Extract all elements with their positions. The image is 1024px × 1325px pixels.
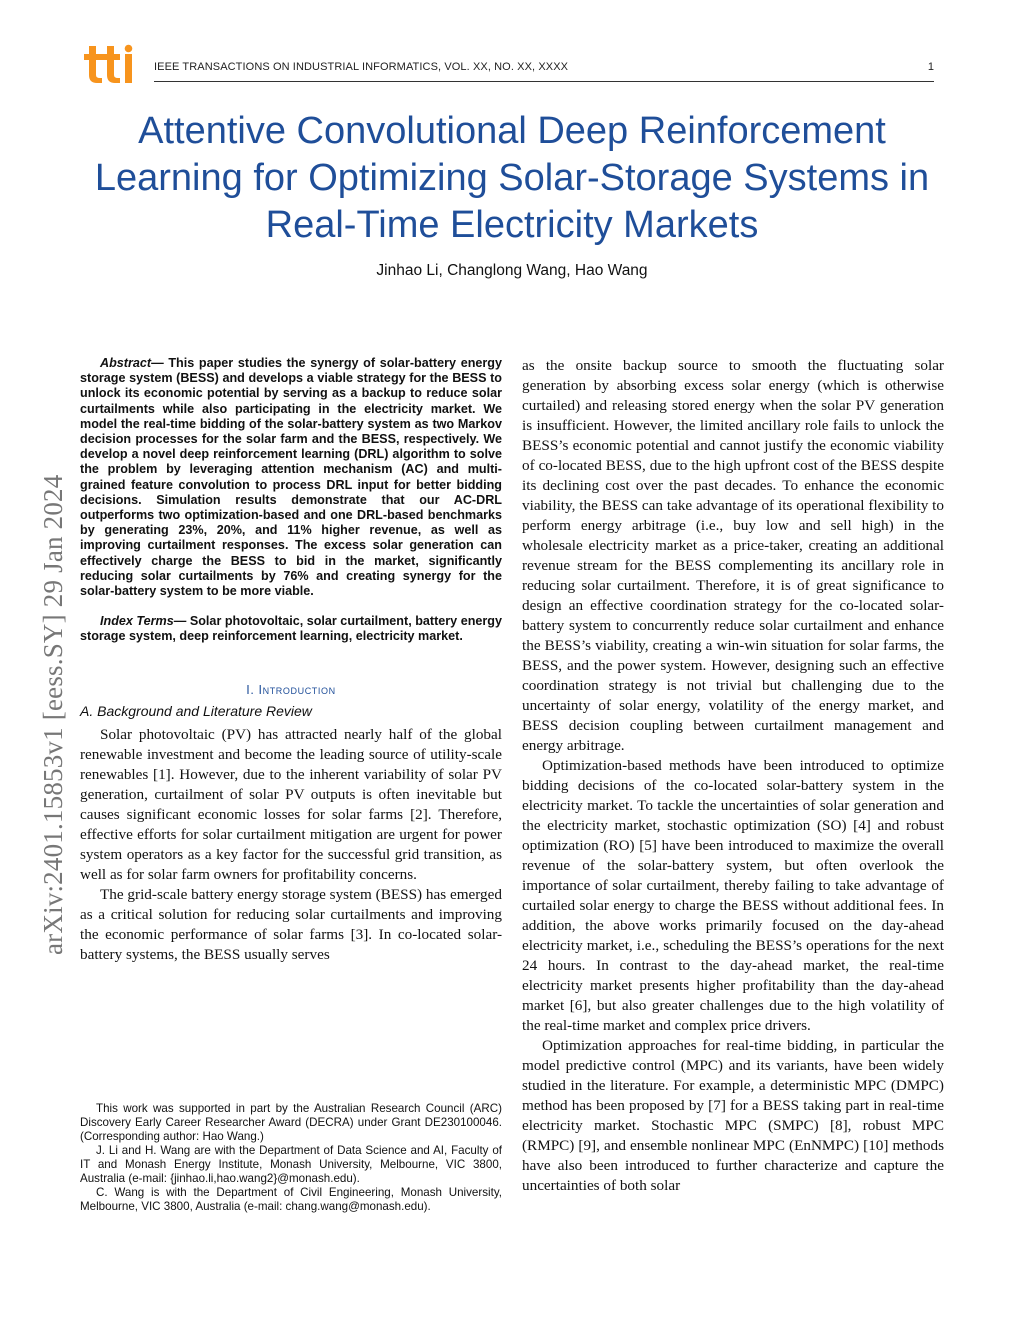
footnote-funding: This work was supported in part by the Australian Research Council (ARC) Discovery Early Career Researcher Award (DECRA) under Grant DE230100046. (Corresponding author: Hao Wang.) (80, 1102, 502, 1143)
body-paragraph: Optimization approaches for real-time bidding, in particular the model predictive control (MPC) and its variants, have been widely studied in the literature. For example, a deterministic MPC (DMPC) method has been proposed by [7] for a BESS taking part in real-time electricity market. Stochastic MPC (SMPC) [8], robust MPC (RMPC) [9], and ensemble nonlinear MPC (EnNMPC) [10] methods have also been introduced to further characterize and capture the uncertainties of both solar (522, 1037, 944, 1194)
subsection-heading: A. Background and Literature Review (80, 702, 312, 719)
abstract: Abstract— This paper studies the synergy of solar-battery energy storage system (BESS) and develops a viable strategy for the BESS to unlock its economic potential by serving as a backup to reduce solar curtailments while also participating in the electricity market. We model the real-time bidding of the solar-battery system as two Markov decision processes for the solar farm and the BESS, respectively. We develop a novel deep reinforcement learning (DRL) algorithm to solve the problem by leveraging attention mechanism (AC) and multi-grained feature convolution to process DRL input for better bidding decisions. Simulation results demonstrate that our AC-DRL outperforms two optimization-based and one DRL-based benchmarks by generating 23%, 20%, and 11% higher revenue, as well as improving curtailment responses. The excess solar generation can effectively charge the BESS to bid in the market, significantly reducing solar curtailments by 76% and creating synergy for the solar-battery system to be more viable. (80, 356, 502, 599)
left-column (80, 356, 502, 965)
page-number: 1 (927, 61, 934, 73)
running-header (80, 44, 934, 84)
journal-header: IEEE TRANSACTIONS ON INDUSTRIAL INFORMATICS, VOL. XX, NO. XX, XXXX (154, 61, 569, 73)
section-heading (80, 683, 502, 697)
author-list: Jinhao Li, Changlong Wang, Hao Wang (376, 262, 648, 279)
index-terms-text: Solar photovoltaic, solar curtailment, battery energy storage system, deep reinforcement learning, electricity market. (80, 614, 502, 644)
ieee-ies-logo (80, 44, 142, 84)
footnote-affiliation: J. Li and H. Wang are with the Department of Data Science and AI, Faculty of IT and Monash Energy Institute, Monash University, Melbourne, VIC 3800, Australia (e-mail: {jinhao.li,hao.wang2}@monash.edu). (80, 1144, 502, 1185)
paper-title: Attentive Convolutional Deep Reinforcement Learning for Optimizing Solar-Storage Systems in Real-Time Electricity Markets (94, 110, 930, 246)
body-paragraph: The grid-scale battery energy storage system (BESS) has emerged as a critical solution for reducing solar curtailments and improving the economic performance of solar farms [3]. In co-located solar-battery systems, the BESS usually serves (80, 885, 502, 963)
arxiv-stamp: arXiv:2401.15853v1 [eess.SY] 29 Jan 2024 (38, 474, 68, 955)
section-numeral: I. (246, 682, 255, 697)
index-terms-label: Index Terms (100, 614, 174, 629)
footnotes (80, 1102, 502, 1214)
right-column (522, 356, 944, 1196)
body-paragraph: Solar photovoltaic (PV) has attracted nearly half of the global renewable investment and become the leading source of utility-scale renewables [1]. However, due to the inherent variability of solar PV generation, curtailment of solar PV outputs is often inevitable but causes significant economic losses for solar farms [2]. Therefore, effective efforts for solar curtailment mitigation are urgent for power system operators as a key factor for the successful grid transition, as well as for solar farm owners for profitability concerns. (80, 725, 502, 883)
body-paragraph: Optimization-based methods have been introduced to optimize bidding decisions of the co-located solar-battery system in the electricity market. To tackle the uncertainties of solar generation and the electricity market, stochastic optimization (SO) [4] and robust optimization (RO) [5] have been introduced to maximize the overall revenue of the solar-battery system, but often overlook the importance of solar curtailment, thereby failing to take advantage of curtailed solar energy to charge the BESS without additional fees. In addition, the above works primarily focused on the day-ahead electricity market, i.e., scheduling the BESS’s operations for the next 24 hours. In contrast to the day-ahead market, the real-time electricity market presents higher profitability than the day-ahead market [6], but also greater challenges due to the high volatility of the real-time market and complex price drivers. (522, 757, 944, 1034)
body-paragraph: as the onsite backup source to smooth the fluctuating solar generation by absorbing excess solar energy (which is otherwise curtailed) and releasing stored energy when the solar PV generation is insufficient. However, the limited ancillary role fails to unlock the BESS’s economic potential and cannot justify the economic viability of co-located BESS, due to the high upfront cost of the BESS despite its declining cost over the past decades. To enhance the economic viability, the BESS can take advantage of its operational flexibility to perform energy arbitrage (i.e., buy low and sell high) in the wholesale electricity market as a price-taker, creating an additional revenue stream for the BESS complementing its ancillary role in reducing solar curtailment. Therefore, it is of great significance to design an effective coordination strategy for the co-located solar-battery system to concurrently reduce solar curtailment and enhance the BESS’s viability, creating a win-win situation for solar farms, the BESS, and the power system. However, designing such an effective coordination strategy is not trivial but challenging due to the uncertainty of solar energy, volatility of the energy market, and BESS decision coupling between curtailment management and energy arbitrage. (522, 357, 944, 754)
abstract-text: This paper studies the synergy of solar-battery energy storage system (BESS) and develops a viable strategy for the BESS to unlock its economic potential by serving as a backup to reduce solar curtailments while also participating in the electricity market. We model the real-time bidding of the solar-battery system as two Markov decision processes for the solar farm and the BESS, respectively. We develop a novel deep reinforcement learning (DRL) algorithm to solve the problem by leveraging attention mechanism (AC) and multi-grained feature convolution to process DRL input for better bidding decisions. Simulation results demonstrate that our AC-DRL outperforms two optimization-based and one DRL-based benchmarks by generating 23%, 20%, and 11% higher revenue, as well as improving curtailment responses. The excess solar generation can effectively charge the BESS to bid in the market, significantly reducing solar curtailments by 76% and creating synergy for the solar-battery system to be more viable. (80, 356, 502, 599)
section-title: Introduction (258, 682, 336, 697)
header-rule (154, 81, 934, 82)
footnote-affiliation: C. Wang is with the Department of Civil Engineering, Monash University, Melbourne, VIC 3800, Australia (e-mail: chang.wang@monash.edu). (80, 1186, 502, 1213)
abstract-label: Abstract (100, 356, 152, 370)
index-terms: Index Terms— Solar photovoltaic, solar curtailment, battery energy storage system, deep reinforcement learning, electricity market. (80, 614, 502, 644)
